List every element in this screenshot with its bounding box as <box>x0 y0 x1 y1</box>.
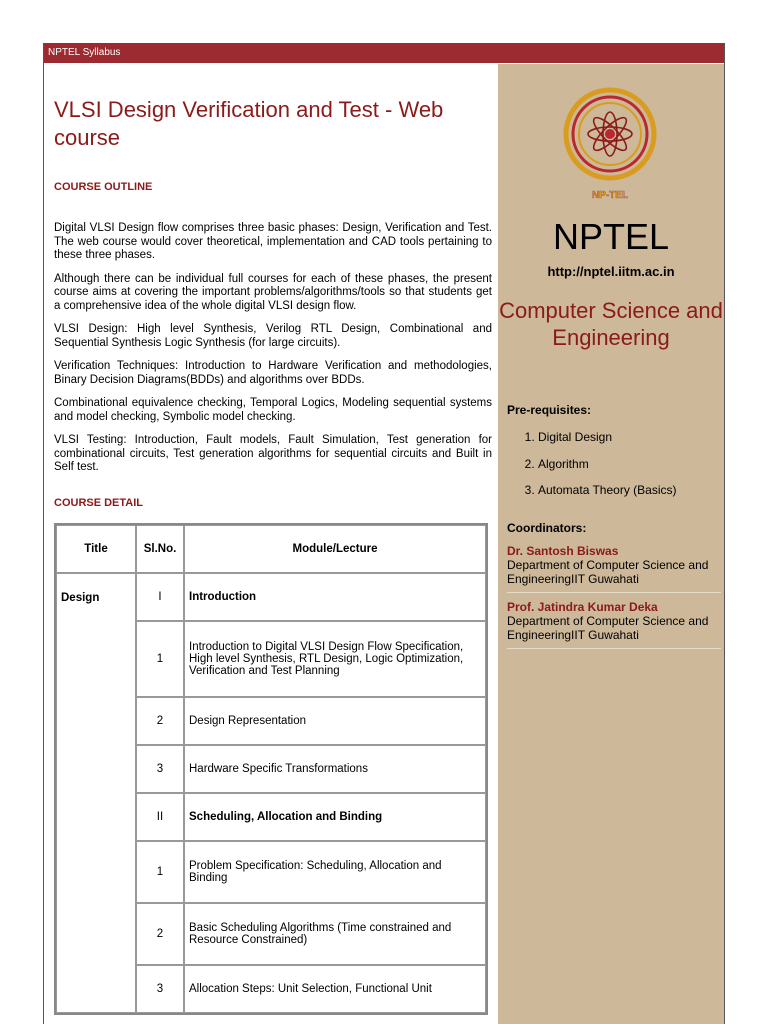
module-cell: Scheduling, Allocation and Binding <box>184 793 486 841</box>
outline-paragraph: Digital VLSI Design flow comprises three basic phases: Design, Verification and Test. The web course would cover theoretical, implementation and CAD tools pertaining to these three phases. <box>54 222 492 261</box>
column-header-title: Title <box>56 525 136 573</box>
column-header-slno: Sl.No. <box>136 525 184 573</box>
coordinator-entry <box>507 600 721 649</box>
slno-cell: 1 <box>136 621 184 697</box>
course-detail-heading: COURSE DETAIL <box>54 496 144 509</box>
list-item: 1. Digital Design <box>538 430 677 457</box>
table-header-row <box>56 525 486 573</box>
slno-cell: 3 <box>136 965 184 1013</box>
slno-cell: 2 <box>136 697 184 745</box>
coordinator-affiliation: Department of Computer Science and EngineeringIIT Guwahati <box>507 614 709 642</box>
slno-cell: 3 <box>136 745 184 793</box>
course-outline-heading: COURSE OUTLINE <box>54 181 153 193</box>
outline-paragraph: Combinational equivalence checking, Temporal Logics, Modeling sequential systems and model checking, Symbolic model checking. <box>54 397 492 423</box>
module-cell: Introduction to Digital VLSI Design Flow Specification, High level Synthesis, RTL Design, Logic Optimization, Verification and Test Planning <box>184 621 486 697</box>
department-name: Computer Science and Engineering <box>499 298 723 350</box>
prerequisites-heading: Pre-requisites: <box>507 403 592 417</box>
slno-cell: 2 <box>136 903 184 965</box>
outline-paragraph: Although there can be individual full courses for each of these phases, the present course aims at covering the important problems/algorithms/tools so that students get a comprehensive idea of the whole digital VLSI design flow. <box>54 272 492 312</box>
sidebar <box>498 64 724 1024</box>
nptel-url-link[interactable]: http://nptel.iitm.ac.in <box>547 264 675 279</box>
top-bar <box>44 43 724 63</box>
nptel-logo <box>558 86 662 206</box>
table-row <box>56 573 486 621</box>
course-outline-text <box>54 222 492 475</box>
module-cell: Hardware Specific Transformations <box>184 745 486 793</box>
module-cell: Basic Scheduling Algorithms (Time constrained and Resource Constrained) <box>184 903 486 965</box>
module-cell: Allocation Steps: Unit Selection, Functional Unit <box>184 965 486 1013</box>
outline-paragraph: VLSI Testing: Introduction, Fault models, Fault Simulation, Test generation for combinational circuits, Test generation algorithms for sequential circuits and Built in Self test. <box>54 434 492 473</box>
group-title-cell: Design <box>56 573 136 1013</box>
slno-cell: 1 <box>136 841 184 903</box>
logo-text: NP-TEL <box>591 190 629 201</box>
outline-paragraph: VLSI Design: High level Synthesis, Verilog RTL Design, Combinational and Sequential Synthesis Logic Synthesis (for large circuits). <box>54 323 492 349</box>
coordinator-entry <box>507 544 721 593</box>
module-cell: Introduction <box>184 573 486 621</box>
outline-paragraph: Verification Techniques: Introduction to Hardware Verification and methodologies, Binary Decision Diagrams(BDDs) and algorithms over BDDs. <box>54 360 492 386</box>
syllabus-page <box>43 43 725 1024</box>
prerequisites-list <box>520 430 677 510</box>
module-cell: Problem Specification: Scheduling, Allocation and Binding <box>184 841 486 903</box>
coordinator-affiliation: Department of Computer Science and EngineeringIIT Guwahati <box>507 558 709 586</box>
coordinators-heading: Coordinators: <box>507 521 587 535</box>
slno-cell: I <box>136 573 184 621</box>
main-content <box>44 64 497 1024</box>
nptel-name: NPTEL <box>552 216 670 257</box>
course-detail-table <box>54 523 488 1015</box>
slno-cell: II <box>136 793 184 841</box>
list-item: 2. Algorithm <box>538 457 677 484</box>
coordinator-name: Prof. Jatindra Kumar Deka <box>507 600 658 614</box>
list-item: 3. Automata Theory (Basics) <box>538 483 677 510</box>
course-title: VLSI Design Verification and Test - Web course <box>54 97 444 150</box>
coordinator-name: Dr. Santosh Biswas <box>507 544 619 558</box>
header-label: NPTEL Syllabus <box>48 47 121 58</box>
column-header-module: Module/Lecture <box>184 525 486 573</box>
module-cell: Design Representation <box>184 697 486 745</box>
